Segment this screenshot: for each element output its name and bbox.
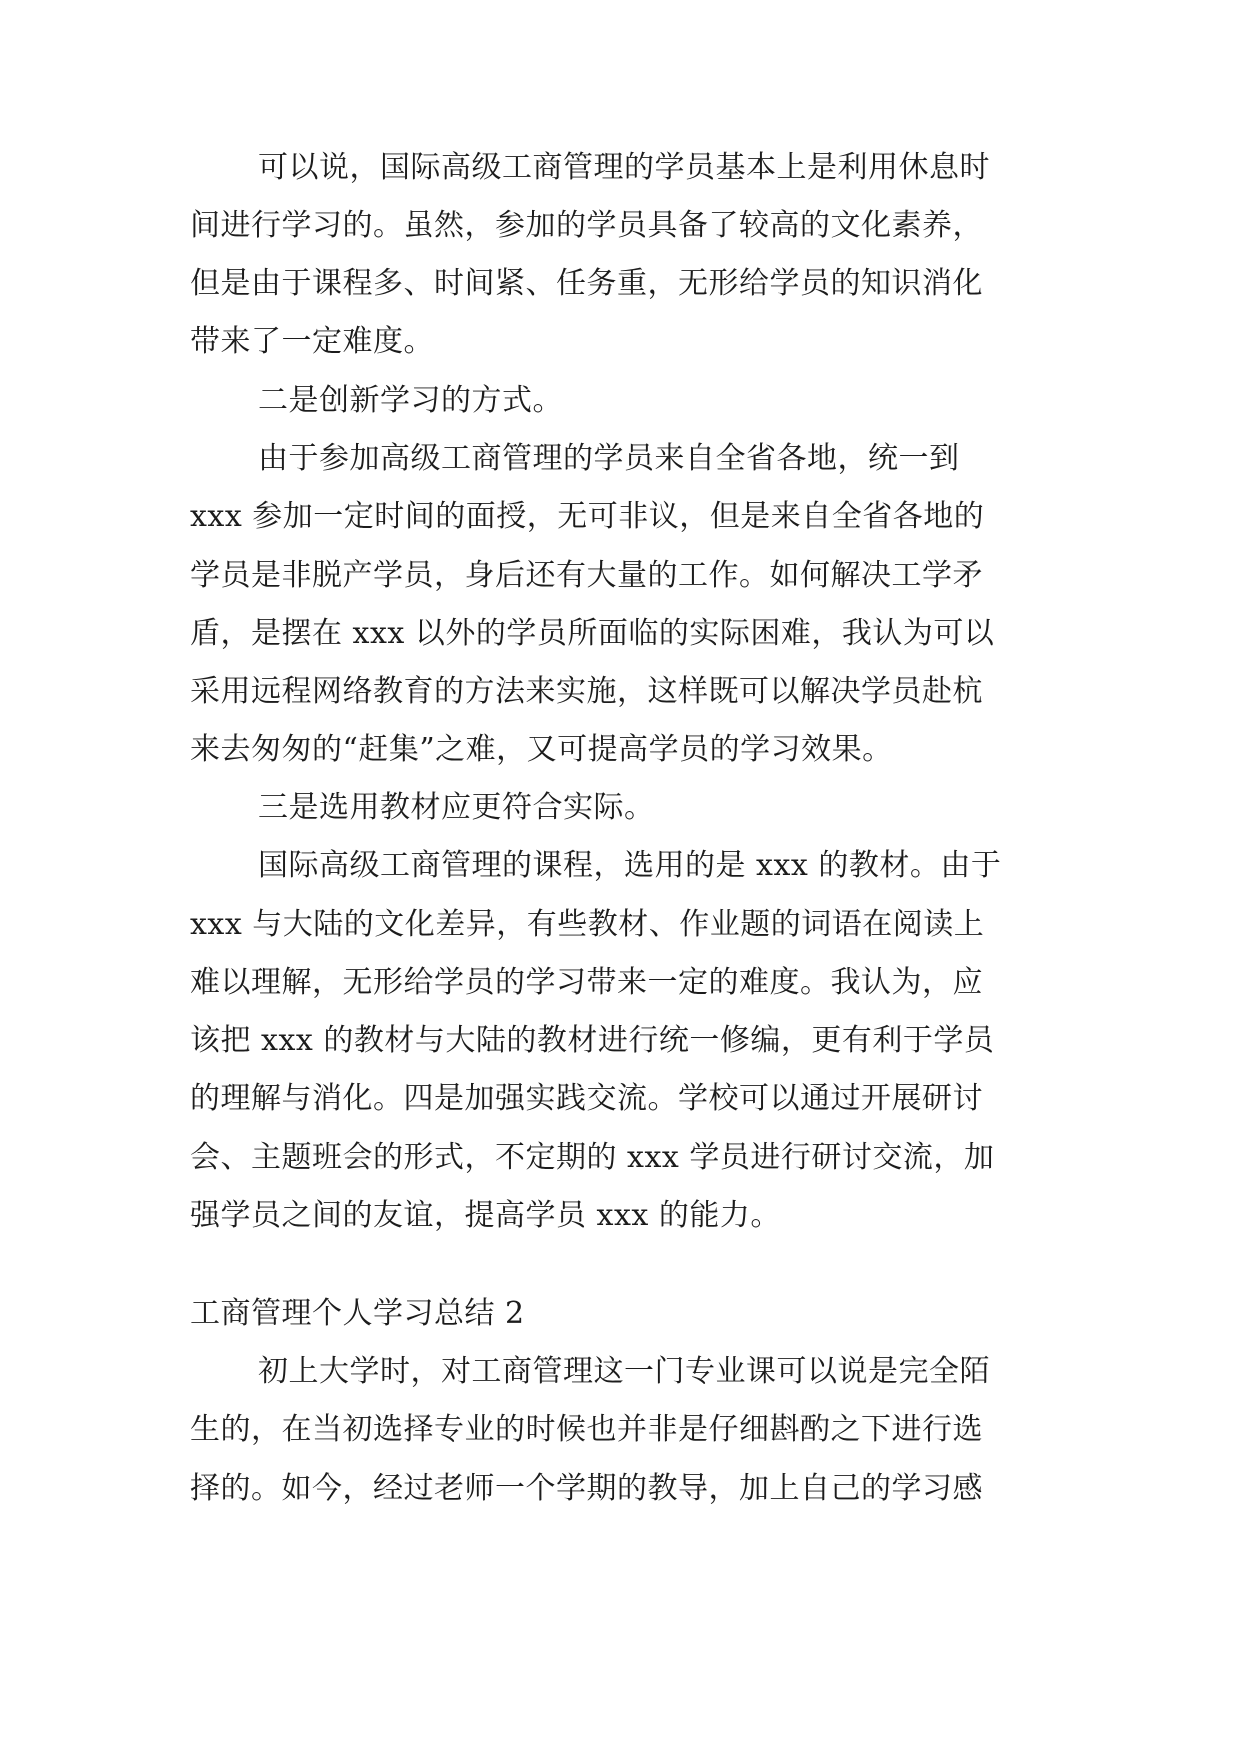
paragraph-5-line-2: xxx 与大陆的文化差异，有些教材、作业题的词语在阅读上 — [190, 907, 985, 942]
section-paragraph-line-3: 择的。如今，经过老师一个学期的教导，加上自己的学习感 — [190, 1471, 983, 1506]
section-heading: 工商管理个人学习总结 2 — [190, 1296, 525, 1331]
paragraph-1-line-2: 间进行学习的。虽然，参加的学员具备了较高的文化素养， — [190, 208, 983, 243]
paragraph-1-line-4: 带来了一定难度。 — [190, 324, 434, 359]
paragraph-5-line-1: 国际高级工商管理的课程，选用的是 xxx 的教材。由于 — [258, 848, 1002, 883]
section-paragraph-line-1: 初上大学时，对工商管理这一门专业课可以说是完全陌 — [258, 1354, 990, 1389]
section-paragraph-line-2: 生的，在当初选择专业的时候也并非是仔细斟酌之下进行选 — [190, 1412, 983, 1447]
paragraph-5-line-5: 的理解与消化。四是加强实践交流。学校可以通过开展研讨 — [190, 1081, 983, 1116]
paragraph-1-line-1: 可以说，国际高级工商管理的学员基本上是利用休息时 — [258, 150, 990, 185]
paragraph-2-line-1: 二是创新学习的方式。 — [258, 383, 563, 418]
paragraph-3-line-4: 盾，是摆在 xxx 以外的学员所面临的实际困难，我认为可以 — [190, 616, 995, 651]
paragraph-4-line-1: 三是选用教材应更符合实际。 — [258, 790, 655, 825]
paragraph-1-line-3: 但是由于课程多、时间紧、任务重，无形给学员的知识消化 — [190, 266, 983, 301]
paragraph-3-line-6: 来去匆匆的“赶集”之难，又可提高学员的学习效果。 — [190, 732, 893, 767]
paragraph-3-line-2: xxx 参加一定时间的面授，无可非议，但是来自全省各地的 — [190, 499, 985, 534]
paragraph-5-line-7: 强学员之间的友谊，提高学员 xxx 的能力。 — [190, 1198, 781, 1233]
paragraph-3-line-3: 学员是非脱产学员，身后还有大量的工作。如何解决工学矛 — [190, 558, 983, 593]
paragraph-3-line-5: 采用远程网络教育的方法来实施，这样既可以解决学员赴杭 — [190, 674, 983, 709]
paragraph-5-line-3: 难以理解，无形给学员的学习带来一定的难度。我认为，应 — [190, 965, 983, 1000]
paragraph-5-line-4: 该把 xxx 的教材与大陆的教材进行统一修编，更有利于学员 — [190, 1023, 995, 1058]
paragraph-5-line-6: 会、主题班会的形式，不定期的 xxx 学员进行研讨交流，加 — [190, 1140, 995, 1175]
paragraph-3-line-1: 由于参加高级工商管理的学员来自全省各地，统一到 — [258, 441, 960, 476]
